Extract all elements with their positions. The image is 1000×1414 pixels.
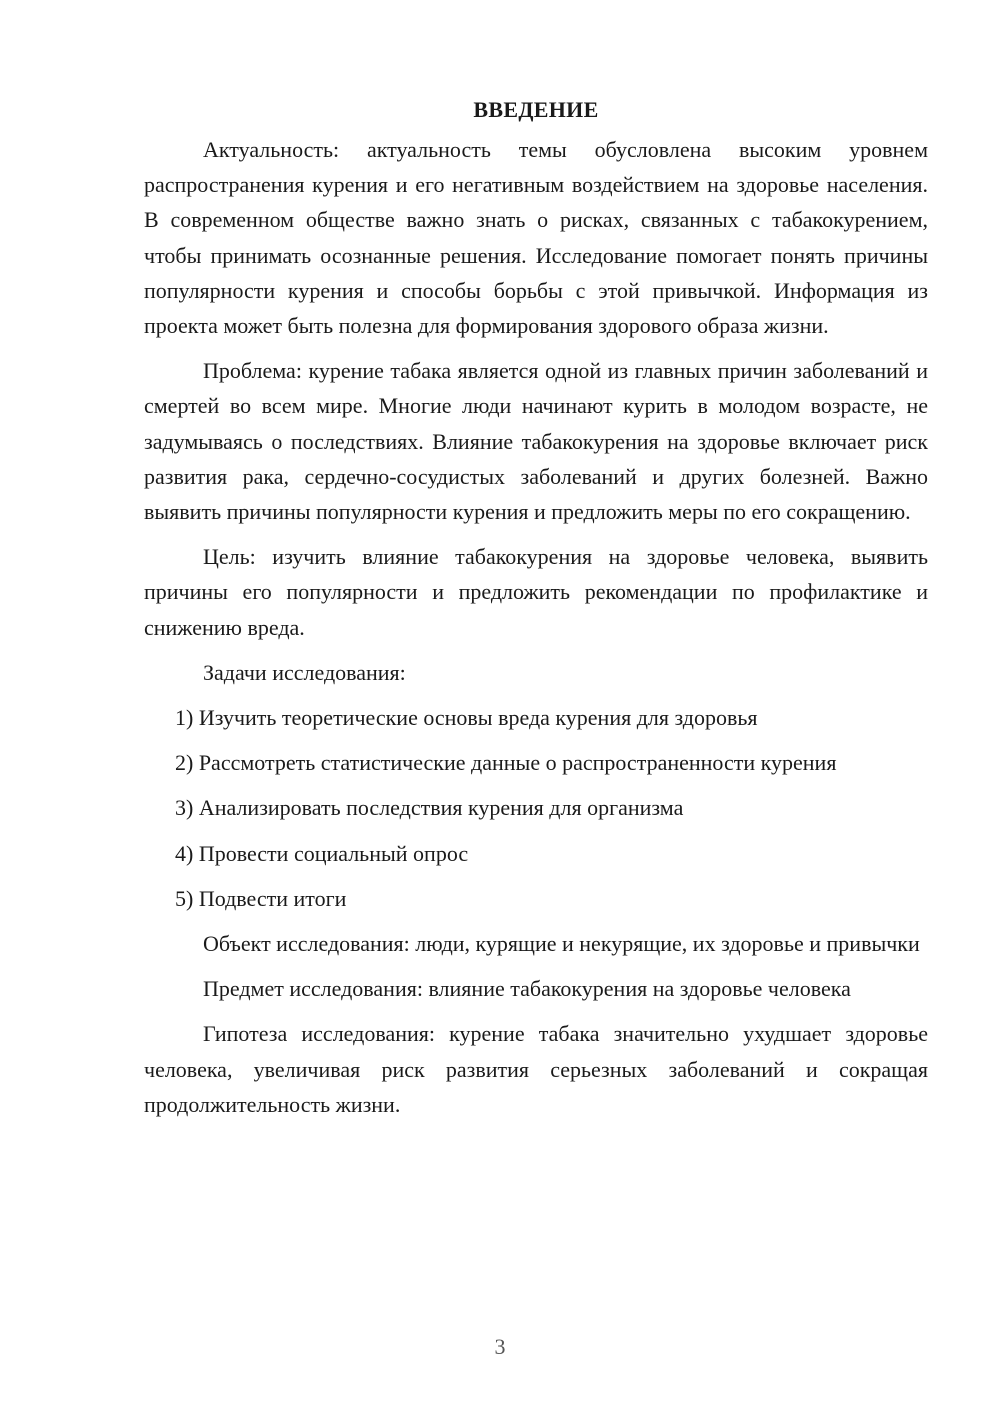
task-item-1: 1) Изучить теоретические основы вреда курения для здоровья (175, 705, 758, 731)
tasks-heading: Задачи исследования: (203, 659, 406, 685)
task-item-4: 4) Провести социальный опрос (175, 840, 469, 866)
paragraph-problem: Проблема: курение табака является одной из главных причин заболеваний и смертей во всем мире. Многие люди начинают курить в молодом возрасте, не задумываясь о последствиях. Влияние табакокурения на здоровье включает риск развития рака, сердечно-сосудистых заболеваний и других болезней. Важно выявить причины популярности курения и предложить меры по его сокращению. (144, 358, 928, 525)
task-item-5: 5) Подвести итоги (175, 885, 347, 911)
task-item-3: 3) Анализировать последствия курения для организма (175, 795, 684, 821)
paragraph-relevance: Актуальность: актуальность темы обусловлена высоким уровнем распространения курения и его негативным воздействием на здоровье населения. В современном обществе важно знать о рисках, связанных с табакокурением, чтобы принимать осознанные решения. Исследование помогает понять причины популярности курения и способы борьбы с этой привычкой. Информация из проекта может быть полезна для формирования здорового образа жизни. (144, 137, 928, 339)
page-number: 3 (494, 1334, 506, 1359)
paragraph-goal: Цель: изучить влияние табакокурения на здоровье человека, выявить причины его популярности и предложить рекомендации по профилактике и снижению вреда. (144, 544, 928, 640)
paragraph-object: Объект исследования: люди, курящие и некурящие, их здоровье и привычки (203, 931, 920, 957)
task-item-2: 2) Рассмотреть статистические данные о распространенности курения (175, 750, 837, 776)
paragraph-hypothesis: Гипотеза исследования: курение табака значительно ухудшает здоровье человека, увеличивая риск развития серьезных заболеваний и сокращая продолжительность жизни. (144, 1021, 928, 1117)
tasks-list (144, 700, 928, 916)
page-title: ВВЕДЕНИЕ (473, 97, 599, 122)
document-page (144, 92, 928, 1132)
paragraph-subject: Предмет исследования: влияние табакокурения на здоровье человека (203, 976, 851, 1002)
